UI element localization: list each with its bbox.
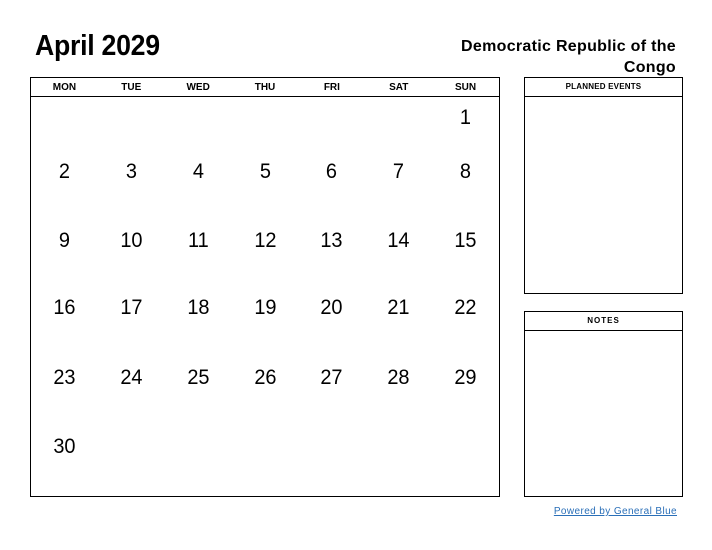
day-cell: 28 (387, 366, 410, 389)
page-title: April 2029 (35, 30, 160, 62)
day-cell: 9 (58, 229, 70, 252)
day-cell (233, 426, 297, 496)
notes-title: NOTES (525, 312, 682, 331)
day-cell: 7 (393, 160, 405, 183)
planned-events-panel (524, 77, 683, 294)
day-cell: 30 (53, 435, 76, 458)
powered-by-link[interactable]: Powered by General Blue (553, 506, 677, 517)
day-cell: 13 (320, 229, 343, 252)
weekday-tue: TUE (121, 82, 142, 93)
weekday-thu: THU (254, 82, 276, 93)
day-cell: 5 (259, 160, 271, 183)
calendar-days (31, 97, 499, 496)
day-cell: 16 (53, 296, 76, 319)
day-cell: 15 (454, 229, 477, 252)
weekday-sat: SAT (389, 82, 409, 93)
day-cell: 4 (192, 160, 204, 183)
calendar-grid (30, 77, 500, 497)
day-cell: 12 (253, 229, 277, 252)
day-cell: 21 (387, 296, 410, 319)
day-cell: 20 (320, 296, 343, 319)
day-cell (300, 426, 364, 496)
day-cell: 26 (253, 366, 277, 389)
day-cell (100, 97, 164, 151)
day-cell: 29 (454, 366, 477, 389)
day-cell: 25 (187, 366, 210, 389)
day-cell: 22 (454, 296, 477, 319)
weekday-sun: SUN (455, 82, 477, 93)
day-cell: 10 (120, 229, 143, 252)
day-cell: 23 (53, 366, 76, 389)
weekday-mon: MON (52, 82, 77, 93)
day-cell: 11 (187, 229, 209, 252)
day-cell (100, 426, 164, 496)
day-cell: 18 (187, 296, 210, 319)
country-name: Democratic Republic of the Congo (461, 38, 676, 76)
day-cell: 1 (460, 106, 472, 129)
day-cell (300, 97, 364, 151)
day-cell (367, 97, 431, 151)
day-cell (367, 426, 431, 496)
weekday-fri: FRI (323, 82, 340, 93)
day-cell: 24 (120, 366, 143, 389)
day-cell: 14 (387, 229, 410, 252)
day-cell (434, 426, 498, 496)
day-cell (233, 97, 297, 151)
day-cell: 27 (320, 366, 343, 389)
day-cell (33, 97, 97, 151)
weekday-wed: WED (186, 82, 210, 93)
weekday-header (31, 78, 499, 97)
day-cell (166, 426, 230, 496)
notes-panel (524, 311, 683, 497)
planned-events-title: PLANNED EVENTS (525, 78, 682, 97)
day-cell: 17 (120, 296, 143, 319)
day-cell (166, 97, 230, 151)
day-cell: 2 (58, 160, 70, 183)
day-cell: 19 (253, 296, 277, 319)
day-cell: 3 (125, 160, 137, 183)
day-cell: 8 (460, 160, 472, 183)
day-cell: 6 (326, 160, 338, 183)
